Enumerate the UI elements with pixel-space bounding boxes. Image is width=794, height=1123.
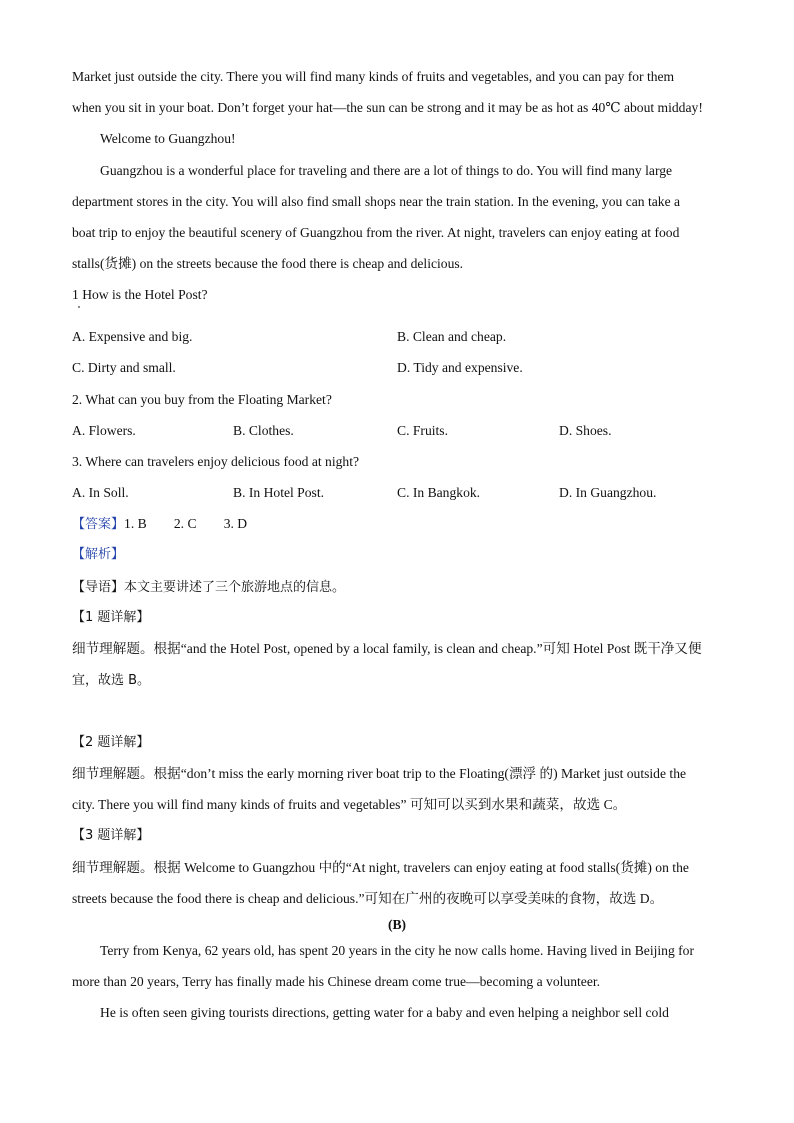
q1-detail-line-1: 细节理解题。根据“and the Hotel Post, opened by a local family, is clean and cheap.”可知 Hotel Post 既干净又便: [72, 641, 702, 656]
q3-detail-line-2: streets because the food there is cheap and delicious.”可知在广州的夜晚可以享受美味的食物，故选 D。: [72, 891, 664, 906]
q3-heading: 【3 题详解】: [72, 828, 150, 843]
question-2-option-d: D. Shoes.: [559, 423, 612, 438]
stray-dot: [78, 306, 80, 308]
q2-detail-line-1: 细节理解题。根据“don’t miss the early morning river boat trip to the Floating(漂浮 的) Market just outside the: [72, 766, 687, 781]
question-3-option-c: C. In Bangkok.: [397, 485, 481, 500]
q3-detail-line-1: 细节理解题。根据 Welcome to Guangzhou 中的“At night, travelers can enjoy eating at food stalls(货摊) on the: [72, 860, 689, 875]
intro-text: 本文主要讲述了三个旅游地点的信息。: [124, 580, 346, 595]
question-1-option-c: C. Dirty and small.: [72, 360, 176, 375]
q1-heading: 【1 题详解】: [72, 610, 150, 625]
question-2-option-c: C. Fruits.: [397, 423, 448, 438]
intro-line: [72, 578, 345, 597]
question-2-stem: 2. What can you buy from the Floating Market?: [72, 392, 332, 407]
question-1-option-d: D. Tidy and expensive.: [397, 360, 523, 375]
question-2-option-a: A. Flowers.: [72, 423, 136, 438]
answer-line: [72, 515, 247, 534]
question-3-stem: 3. Where can travelers enjoy delicious food at night?: [72, 454, 360, 469]
passage-a-line-1: Market just outside the city. There you will find many kinds of fruits and vegetables, and you can pay for them: [72, 69, 675, 84]
passage-a-line-4: department stores in the city. You will also find small shops near the train station. In the evening, you can take a: [72, 194, 681, 209]
passage-a-heading: Welcome to Guangzhou!: [100, 131, 236, 146]
question-1-stem: 1 How is the Hotel Post?: [72, 287, 208, 302]
answer-label: 【答案】: [72, 517, 125, 532]
passage-a-line-2: when you sit in your boat. Don’t forget your hat—the sun can be strong and it may be as hot as 40℃ about midday!: [72, 100, 703, 115]
answer-values: 1. B 2. C 3. D: [124, 516, 248, 531]
passage-b-line-1: Terry from Kenya, 62 years old, has spent 20 years in the city he now calls home. Having lived in Beijing for: [100, 943, 695, 958]
passage-b-line-3: He is often seen giving tourists directions, getting water for a baby and even helping a neighbor sell cold: [100, 1005, 669, 1020]
passage-a-line-6: stalls(货摊) on the streets because the food there is cheap and delicious.: [72, 256, 464, 271]
analysis-label: 【解析】: [72, 547, 125, 562]
passage-b-heading: (B): [387, 917, 407, 932]
question-2-option-b: B. Clothes.: [233, 423, 294, 438]
q1-detail-line-2: 宜，故选 B。: [72, 673, 151, 688]
passage-b-line-2: more than 20 years, Terry has finally made his Chinese dream come true—becoming a volunteer.: [72, 974, 601, 989]
question-3-option-a: A. In Soll.: [72, 485, 129, 500]
q2-heading: 【2 题详解】: [72, 735, 150, 750]
question-1-option-a: A. Expensive and big.: [72, 329, 193, 344]
intro-label: 【导语】: [72, 580, 125, 595]
question-1-option-b: B. Clean and cheap.: [397, 329, 507, 344]
q2-detail-line-2: city. There you will find many kinds of fruits and vegetables” 可知可以买到水果和蔬菜，故选 C。: [72, 797, 627, 812]
question-3-option-b: B. In Hotel Post.: [233, 485, 325, 500]
passage-a-line-3: Guangzhou is a wonderful place for traveling and there are a lot of things to do. You will find many large: [100, 163, 673, 178]
question-3-option-d: D. In Guangzhou.: [559, 485, 657, 500]
passage-a-line-5: boat trip to enjoy the beautiful scenery of Guangzhou from the river. At night, travelers can enjoy eating at food: [72, 225, 680, 240]
